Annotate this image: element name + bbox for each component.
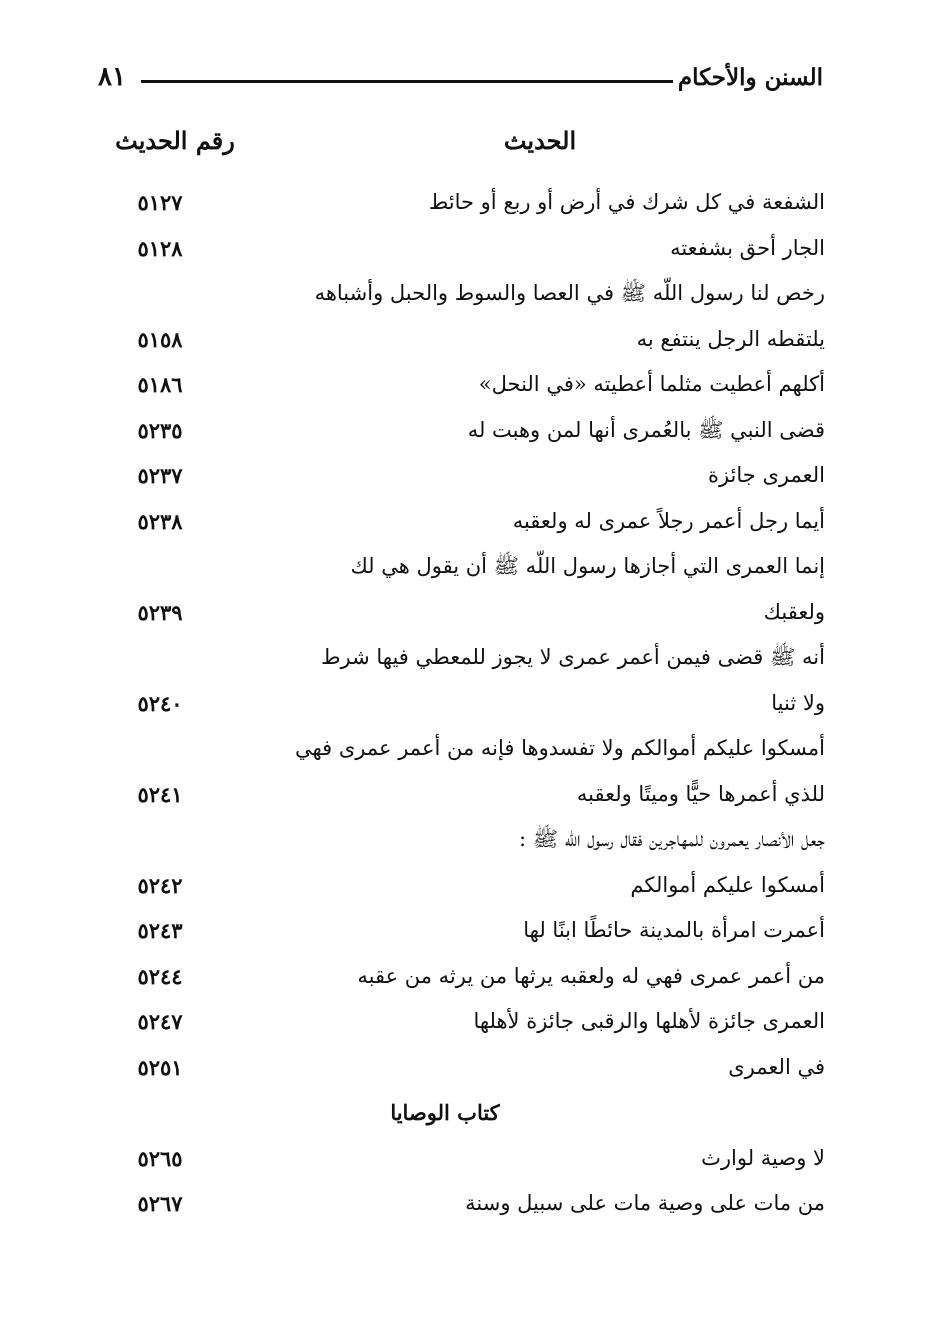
table-row <box>110 271 825 317</box>
table-row <box>110 817 825 863</box>
hadith-text: للذي أعمرها حيًّا وميتًا ولعقبه <box>576 781 825 806</box>
hadith-text: أمسكوا عليكم أموالكم <box>630 872 825 897</box>
hadith-number: ٥١٨٦ <box>137 372 183 397</box>
hadith-number: ٥٢٣٧ <box>137 463 183 488</box>
table-row <box>110 908 825 954</box>
hadith-text: من مات على وصية مات على سبيل وسنة <box>465 1191 825 1215</box>
book-title: السنن والأحكام <box>677 64 823 91</box>
hadith-text: أنه ﷺ قضى فيمن أعمر عمرى لا يجوز للمعطي فيها شرط <box>321 645 825 669</box>
hadith-number: ٥٢٥١ <box>137 1054 183 1080</box>
hadith-text: أكلهم أعطيت مثلما أعطيته «في النحل» <box>478 372 825 396</box>
column-header-hadith: الحديث <box>503 126 577 155</box>
hadith-number: ٥٢٣٨ <box>137 508 183 534</box>
hadith-text: رخص لنا رسول اللّه ﷺ في العصا والسوط والحبل وأشباهه <box>314 281 825 305</box>
table-row <box>110 317 825 363</box>
hadith-text: إنما العمرى التي أجازها رسول اللّه ﷺ أن يقول هي لك <box>350 554 825 578</box>
hadith-text: أيما رجل أعمر رجلاً عمرى له ولعقبه <box>512 508 825 533</box>
table-row <box>110 544 825 590</box>
hadith-text: من أعمر عمرى فهي له ولعقبه يرثها من يرثه من عقبه <box>357 963 825 988</box>
hadith-number: ٥٢٤١ <box>137 781 183 807</box>
table-row <box>110 362 825 408</box>
table-row <box>110 1136 825 1182</box>
hadith-number: ٥١٢٨ <box>137 235 183 261</box>
table-row <box>110 499 825 545</box>
table-row <box>110 999 825 1045</box>
table-row <box>110 590 825 636</box>
table-row <box>110 180 825 226</box>
hadith-number: ٥٢٤٧ <box>137 1009 183 1034</box>
hadith-number: ٥٢٦٥ <box>137 1145 183 1171</box>
hadith-text: الجار أحق بشفعته <box>670 235 825 260</box>
hadith-number: ٥٢٦٧ <box>137 1191 183 1216</box>
page-number: ٨١ <box>98 62 126 92</box>
column-header-number: رقم الحديث <box>115 126 235 155</box>
table-row <box>110 408 825 454</box>
section-title-text: كتاب الوصايا <box>390 1100 500 1125</box>
hadith-text: في العمرى <box>728 1054 825 1079</box>
header-rule <box>141 80 673 83</box>
table-row <box>110 863 825 909</box>
hadith-number: ٥٢٣٩ <box>137 599 183 625</box>
hadith-text: يلتقطه الرجل ينتفع به <box>636 326 825 351</box>
table-row <box>110 635 825 681</box>
hadith-text: لا وصية لوارث <box>701 1145 825 1170</box>
hadith-number: ٥٢٤٢ <box>137 872 183 898</box>
hadith-number: ٥١٢٧ <box>137 190 183 215</box>
hadith-text: جعل الأنصار يعمرون للمهاجرين فقال رسول اللّه ﷺ : <box>518 827 825 851</box>
hadith-number: ٥٢٤٣ <box>137 918 183 943</box>
hadith-text: ولا ثنيا <box>771 690 825 715</box>
table-row <box>110 453 825 499</box>
hadith-text: العمرى جائزة لأهلها والرقبى جائزة لأهلها <box>473 1009 825 1033</box>
table-row <box>110 226 825 272</box>
section-title <box>110 1090 825 1136</box>
table-row <box>110 772 825 818</box>
hadith-number: ٥٢٤٤ <box>137 963 183 989</box>
table-row <box>110 726 825 772</box>
hadith-text: الشفعة في كل شرك في أرض أو ربع أو حائط <box>428 190 825 214</box>
hadith-text: العمرى جائزة <box>707 463 825 487</box>
table-row <box>110 1045 825 1091</box>
hadith-text: ولعقبك <box>763 599 825 624</box>
table-row <box>110 954 825 1000</box>
hadith-text: أعمرت امرأة بالمدينة حائطًا ابنًا لها <box>523 918 825 942</box>
table-row <box>110 1181 825 1227</box>
table-row <box>110 681 825 727</box>
hadith-text: قضى النبي ﷺ بالعُمرى أنها لمن وهبت له <box>467 417 825 442</box>
hadith-text: أمسكوا عليكم أموالكم ولا تفسدوها فإنه من أعمر عمرى فهي <box>294 736 825 760</box>
hadith-number: ٥١٥٨ <box>137 326 183 352</box>
hadith-number: ٥٢٣٥ <box>137 417 183 443</box>
page-header <box>98 62 823 102</box>
hadith-number: ٥٢٤٠ <box>137 690 183 716</box>
hadith-index-list <box>110 180 825 1227</box>
